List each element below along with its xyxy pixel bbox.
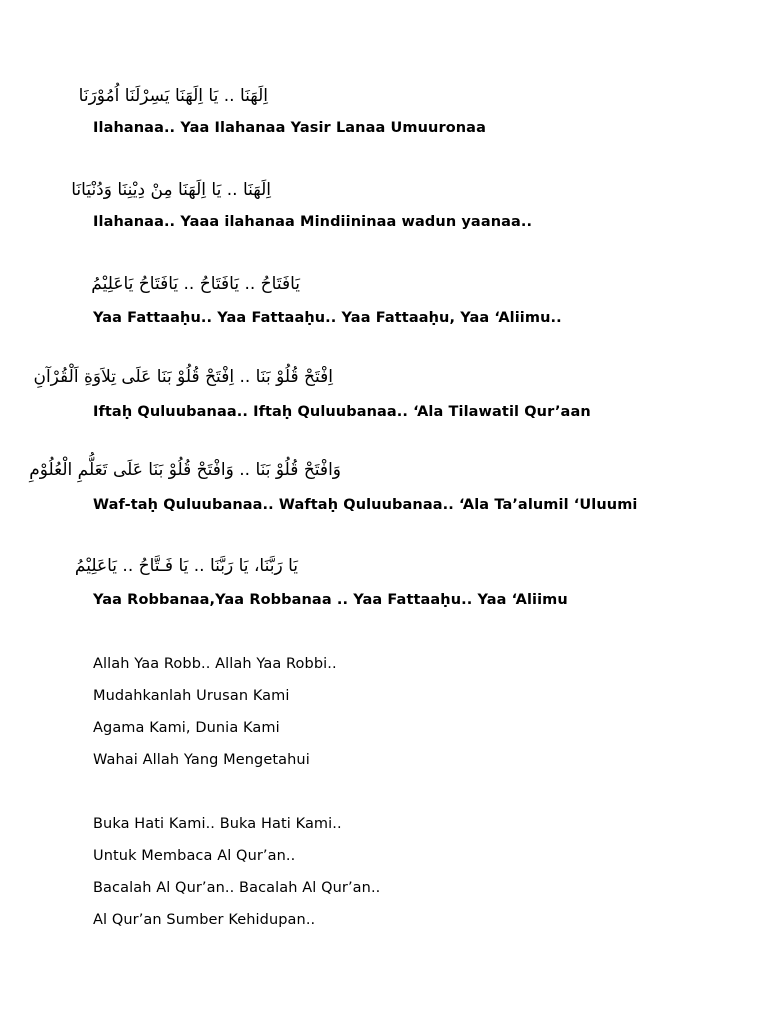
stanza-2-line-1: Buka Hati Kami.. Buka Hati Kami.. [93, 816, 342, 832]
verse-6-arabic: يَا رَبَّنَا، يَا رَبَّنَا .. يَا فَـتَّاحُ .. يَاعَلِيْمُ [74, 556, 298, 576]
verse-1-transliteration: Ilahanaa.. Yaa Ilahanaa Yasir Lanaa Umuuronaa [93, 120, 486, 136]
verse-4-transliteration: Iftaḥ Quluubanaa.. Iftaḥ Quluubanaa.. ‘Ala Tilawatil Qur’aan [93, 404, 591, 420]
verse-1-arabic: اِلَهَنَا .. يَا اِلَهَنَا يَسِرْلَنَا اُمُوْرَنَا [78, 86, 268, 106]
stanza-2-line-2: Untuk Membaca Al Qur’an.. [93, 848, 296, 864]
verse-2-transliteration: Ilahanaa.. Yaaa ilahanaa Mindiininaa wadun yaanaa.. [93, 214, 533, 230]
verse-6-transliteration: Yaa Robbanaa,Yaa Robbanaa .. Yaa Fattaaḥu.. Yaa ‘Aliimu [93, 592, 568, 608]
stanza-2-line-4: Al Qur’an Sumber Kehidupan.. [93, 912, 316, 928]
stanza-1-line-4: Wahai Allah Yang Mengetahui [93, 752, 310, 768]
verse-4-arabic: اِفْتَحْ قُلُوْ بَنَا .. اِفْتَحْ قُلُوْ بَنَا عَلَى تِلاَوَةِ اَلْقُرْآنِ [33, 367, 333, 387]
verse-2-arabic: اِلَهَنَا .. يَا اِلَهَنَا مِنْ دِيْنِنَا وَدُنْيَانَا [71, 180, 271, 200]
verse-5-arabic: وَافْتَحْ قُلُوْ بَنَا .. وَافْتَحْ قُلُوْ بَنَا عَلَى تَعَلُّمِ الْعُلُوْمِ [29, 460, 341, 480]
stanza-1-line-3: Agama Kami, Dunia Kami [93, 720, 280, 736]
verse-3-transliteration: Yaa Fattaaḥu.. Yaa Fattaaḥu.. Yaa Fattaaḥu, Yaa ‘Aliimu.. [93, 310, 562, 326]
verse-3-arabic: يَافَتَاحُ .. يَافَتَاحُ .. يَافَتَاحُ يَاعَلِيْمُ [91, 274, 300, 294]
stanza-2-line-3: Bacalah Al Qur’an.. Bacalah Al Qur’an.. [93, 880, 381, 896]
verse-5-transliteration: Waf-taḥ Quluubanaa.. Waftaḥ Quluubanaa.. ‘Ala Ta’alumil ‘Uluumi [93, 497, 638, 513]
stanza-1-line-1: Allah Yaa Robb.. Allah Yaa Robbi.. [93, 656, 337, 672]
stanza-1-line-2: Mudahkanlah Urusan Kami [93, 688, 290, 704]
